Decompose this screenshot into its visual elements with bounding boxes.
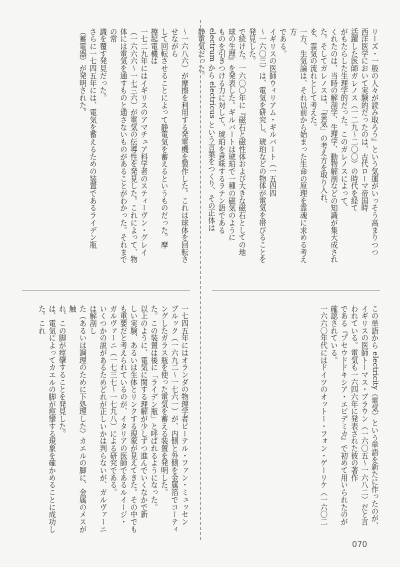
- text-line: リーズ・一般の人々が読み取ろう』という気運がいっそう高まりつつ: [371, 28, 380, 256]
- text-line: 球の生理』を発表した。ギルバートは琥珀で一種の磁気のように: [228, 28, 238, 242]
- text-line: 確認されている。: [330, 305, 340, 364]
- text-line: （蓄電器）が発明された。: [78, 28, 88, 117]
- text-line: 静電気だった。: [197, 28, 207, 80]
- page-gutter: [200, 20, 202, 540]
- right-page-top-text: [197, 28, 380, 268]
- text-line: た。この装置は後に「ライデン瓶」と呼ばれるようになった。: [150, 305, 160, 511]
- text-line: た（あるいは調理のために下処理した）カエルの脚に、金属のメスが触: [68, 305, 88, 533]
- text-line: ものを引きつける力に対して、琥珀を意味するラテン語である: [217, 28, 227, 234]
- right-page-bottom-text: [212, 305, 380, 535]
- section-divider: [212, 290, 380, 291]
- text-line: われている。電気も一六四六年に発表された彼の著作: [350, 305, 360, 482]
- text-line: さらに一七四五年には、電気を蓄えるための装置であるライデン瓶: [89, 28, 99, 249]
- text-line: 一方、生気論は、それ以前から始まった生命の原理を霊魂に求める考え方: [289, 28, 309, 264]
- text-line: 西洋医学において実験的だったのは、古代ローマ帝国時: [360, 28, 370, 212]
- text-line: この単語から electricity（電気）という単語を新たに作ったのが、: [371, 305, 380, 530]
- text-line: ングしたガラス瓶を使った電気を蓄える装置を発明した。: [160, 305, 170, 497]
- text-line: くれたのは、当時の解剖学、生理学、動物解剖などの知識が集大成され: [330, 28, 340, 264]
- text-line: ブルック（一六九二～一七六一）が、内側と外側を金属箔でコーティ: [170, 305, 180, 533]
- text-line: である。: [279, 28, 289, 58]
- page-number: 070: [352, 540, 368, 549]
- text-line: イギリスの医師トーマス・ブラウン（一六〇五～一六八二）だと言: [360, 305, 370, 526]
- left-page-bottom-text: [22, 305, 190, 535]
- text-line: 識を覆す発見だった。: [99, 28, 109, 102]
- text-line: 一七二九年にはイギリスのアマチュア科学者のスティーヴン・グレイ（一六六六～一七三六）が電気の伝導性を発見した。これによって、物体には電気を通すものと通さないものがあることがわかった。それまでの常: [109, 28, 150, 264]
- section-divider: [22, 290, 190, 291]
- text-line: 以上のように、電気に関する理解が少しずつ進んでいくなかで新: [140, 305, 150, 519]
- text-line: ガルヴァーニ（一七三七～一七九八）による研究である。: [109, 305, 119, 497]
- text-line: れ、この脚が痙攣することを発見した。: [58, 305, 68, 438]
- text-line: electrum から electricus という言葉をつくり、その正体は: [207, 28, 217, 232]
- text-line: 一六六〇年代にはドイツのオットー・フォン・ゲーリケ（一六〇二: [319, 305, 329, 526]
- text-line: ～一六八六）が摩擦を利用する発電機を製作した。これは球体を回転させながら: [170, 28, 190, 264]
- text-line: である『プセウドドキシア・エピデミカ』で初めて用いられたのが: [340, 305, 350, 526]
- text-line: しい実験、あるいは生体とリンクする現象が見えてきた。その中でも: [129, 305, 139, 533]
- text-line: して回転させることによって静電気を蓄えるというものだった。摩: [160, 28, 170, 249]
- text-line: 一七四五年にはオランダの物理学者ピーテル・ファン・ミュッセン: [181, 305, 190, 526]
- text-line: は、電気によってカエルの脚が痙攣する現象を確かめることに成功した。これ: [38, 305, 58, 533]
- text-line: 擦起電機は: [150, 28, 160, 65]
- text-line: も重要だと考えられているのが、イタリアの医師であるルイージ・: [119, 305, 129, 526]
- text-line: がもたらした生理学的だった。このガレノスによって、: [340, 28, 350, 212]
- text-line: いくつかの説があるためどれが正しいかは判らないが、ガルヴァーニは解剖し: [89, 305, 109, 533]
- left-page-top-text: [22, 28, 190, 268]
- text-line: 活躍した医師ガレノス（一二九～二〇〇）の時代を経て: [350, 28, 360, 212]
- text-line: ～一六〇三）は、電気を研究し、琥珀などの物体が電気を帯びることを発見した。: [248, 28, 268, 264]
- text-line: を、霊気の流れとして考えた。: [309, 28, 319, 131]
- text-line: で続けた。一六〇〇年に『磁石と磁性体および大きな磁石としての地: [238, 28, 248, 256]
- text-line: イギリスの医師ウィリアム・ギルバート（一五四四: [268, 28, 278, 198]
- text-line: た。そしてガレノスは、「霊気」の考え方を取り入れ、: [319, 28, 329, 209]
